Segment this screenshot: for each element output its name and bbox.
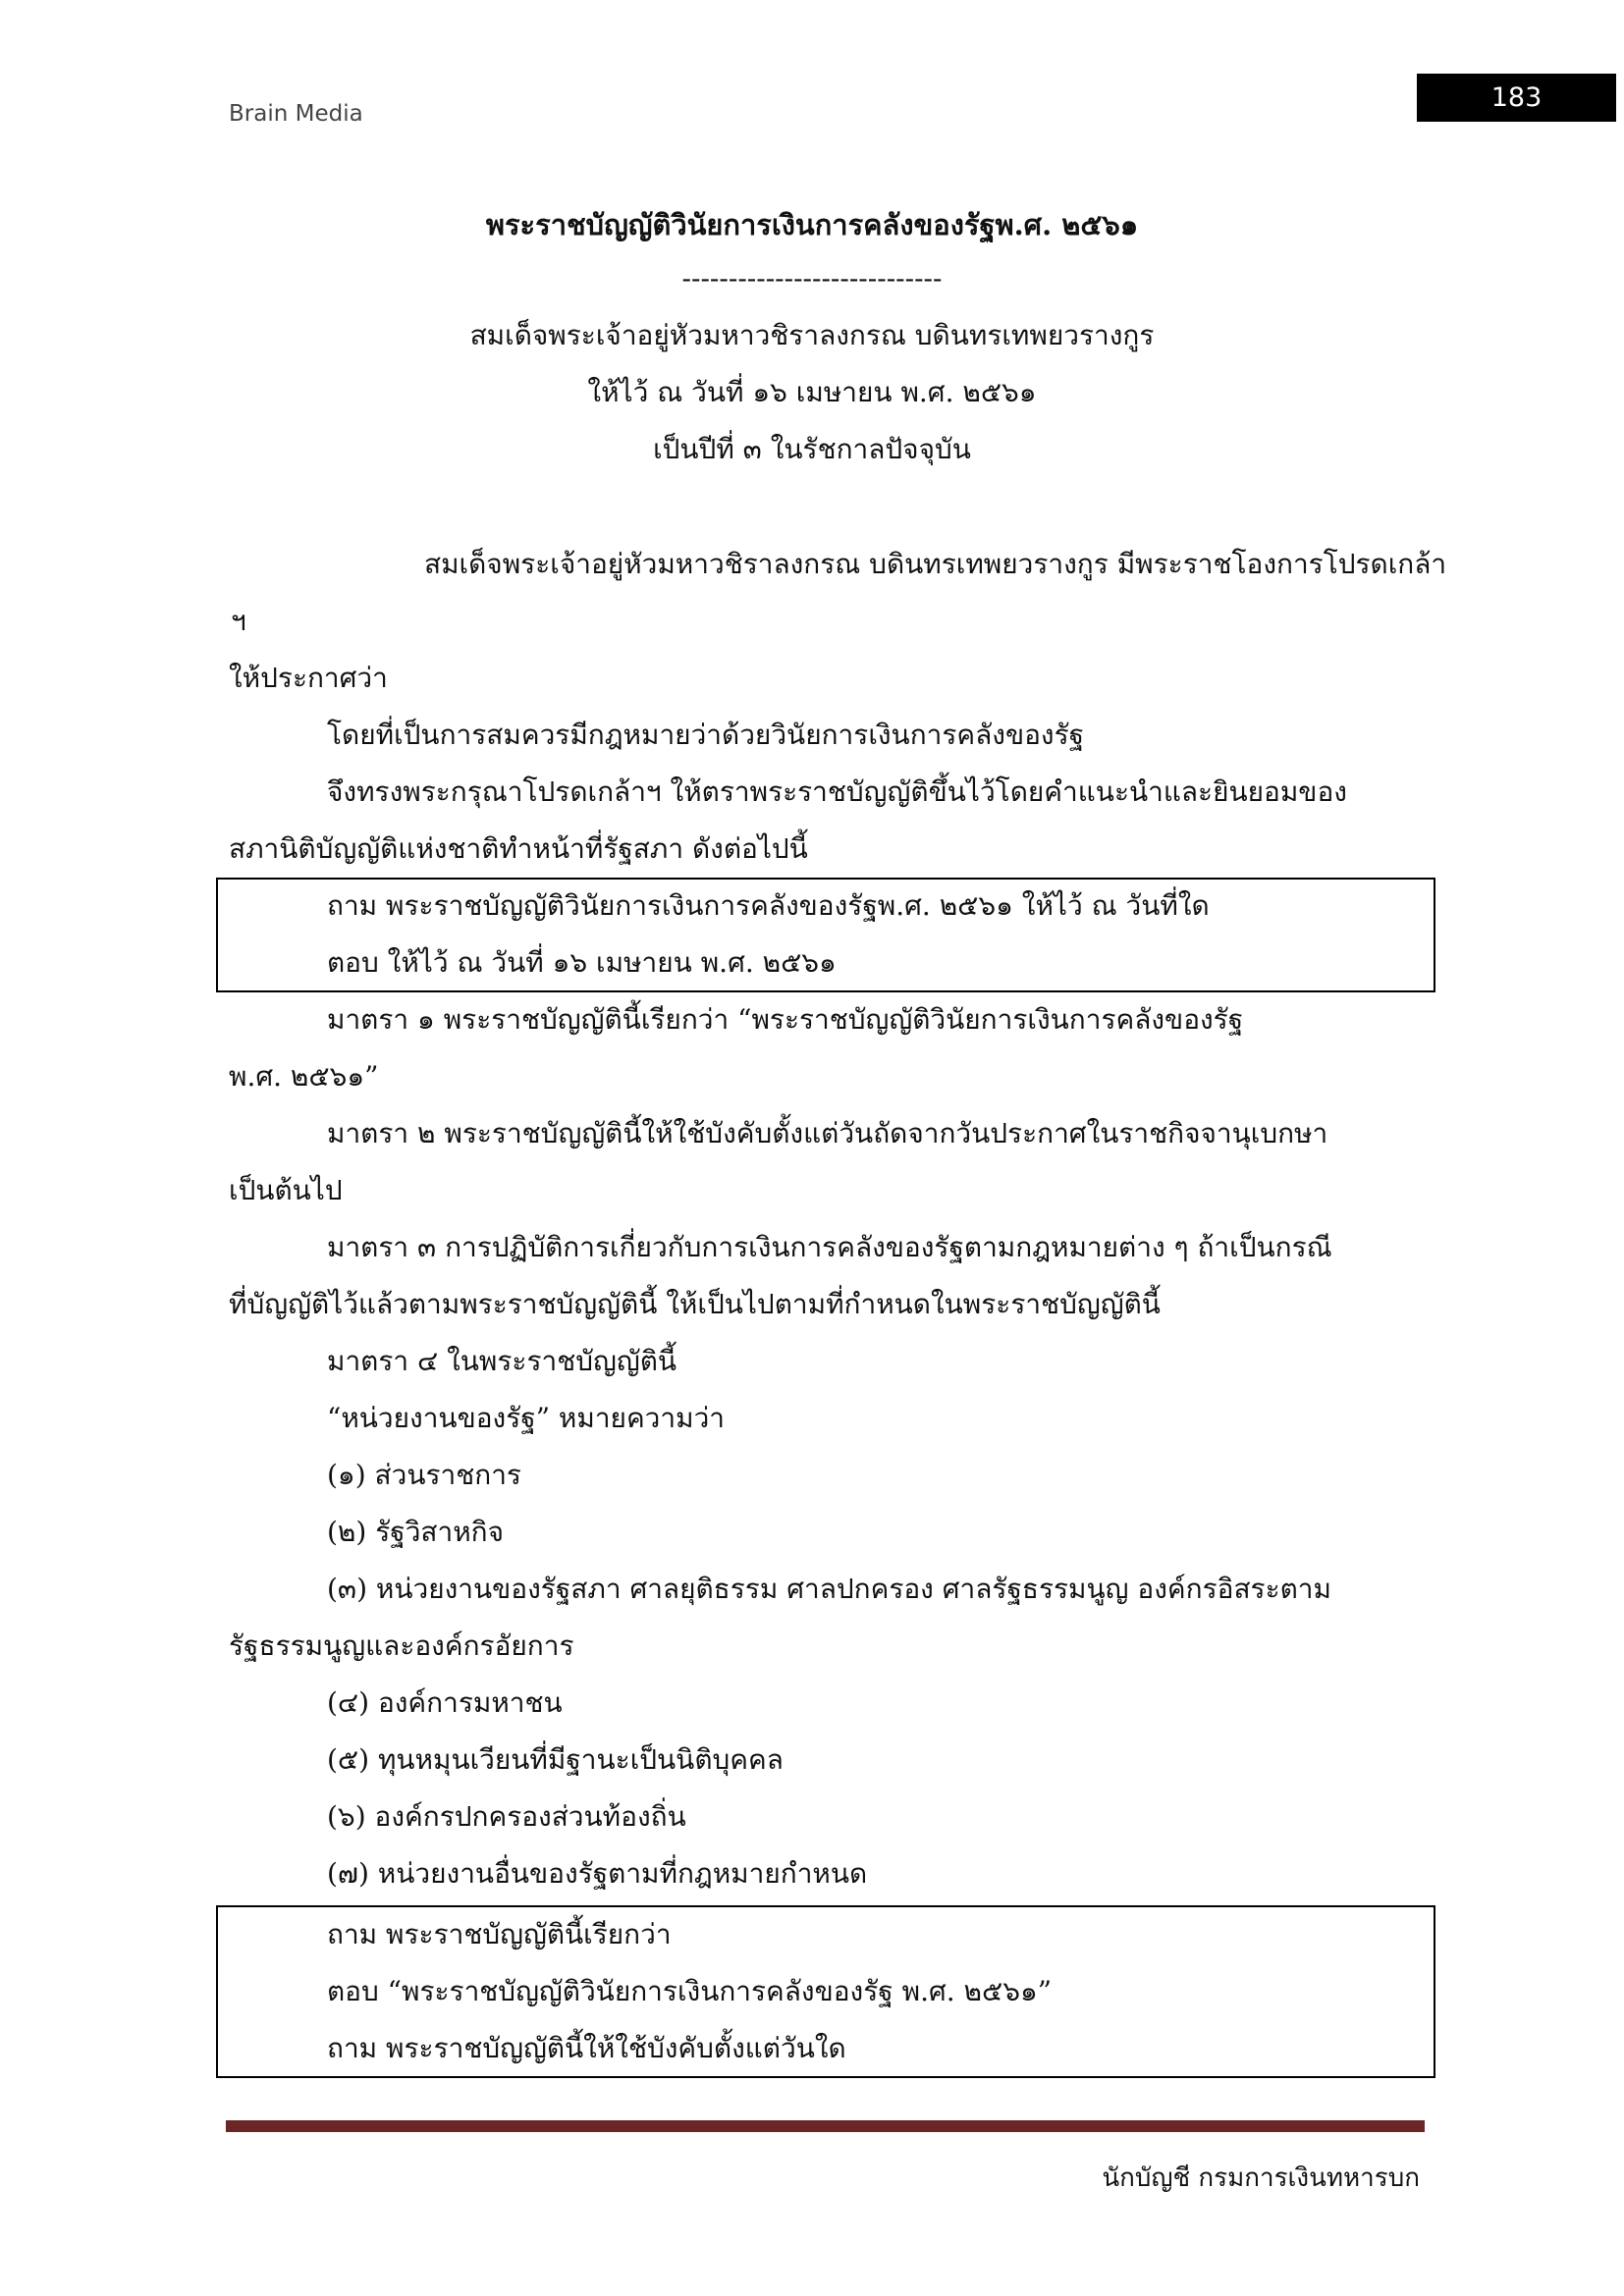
section-1: มาตรา ๑ พระราชบัญญัตินี้เรียกว่า “พระราชบัญญัติวินัยการเงินการคลังของรัฐ <box>327 1003 1244 1036</box>
list-item: (๓) หน่วยงานของรัฐสภา ศาลยุติธรรม ศาลปกครอง ศาลรัฐธรรมนูญ องค์กรอิสระตาม <box>327 1573 1331 1605</box>
answer-text: ตอบ “พระราชบัญญัติวินัยการเงินการคลังของรัฐ พ.ศ. ๒๕๖๑” <box>327 1975 1053 2007</box>
list-item: (๕) ทุนหมุนเวียนที่มีฐานะเป็นนิติบุคคล <box>327 1743 784 1776</box>
given-date: ให้ไว้ ณ วันที่ ๑๖ เมษายน พ.ศ. ๒๕๖๑ <box>587 376 1037 408</box>
definition-term: “หน่วยงานของรัฐ” หมายความว่า <box>327 1402 726 1434</box>
page-number-badge: 183 <box>1417 74 1616 122</box>
enacting-clause: จึงทรงพระกรุณาโปรดเกล้าฯ ให้ตราพระราชบัญญัติขึ้นไว้โดยคำแนะนำและยินยอมของ <box>327 775 1347 808</box>
section-2: เป็นต้นไป <box>229 1174 343 1206</box>
list-item: (๗) หน่วยงานอื่นของรัฐตามที่กฎหมายกำหนด <box>327 1857 868 1890</box>
enacting-clause: สภานิติบัญญัติแห่งชาติทำหน้าที่รัฐสภา ดังต่อไปนี้ <box>229 832 808 865</box>
whereas-clause: โดยที่เป็นการสมควรมีกฎหมายว่าด้วยวินัยการเงินการคลังของรัฐ <box>327 719 1085 751</box>
title-separator: ---------------------------- <box>681 262 943 294</box>
preamble-line: ให้ประกาศว่า <box>229 662 388 694</box>
publisher-label: Brain Media <box>229 101 363 127</box>
list-item: (๖) องค์กรปกครองส่วนท้องถิ่น <box>327 1800 686 1833</box>
list-item: (๒) รัฐวิสาหกิจ <box>327 1516 505 1548</box>
preamble-line: สมเด็จพระเจ้าอยู่หัวมหาวชิราลงกรณ บดินทรเทพยวรางกูร มีพระราชโองการโปรดเกล้า <box>424 548 1447 580</box>
preamble-line: ฯ <box>231 605 246 637</box>
list-item: (๔) องค์การมหาชน <box>327 1686 563 1719</box>
act-title: พระราชบัญญัติวินัยการเงินการคลังของรัฐพ.ศ. ๒๕๖๑ <box>485 208 1139 241</box>
section-3: ที่บัญญัติไว้แล้วตามพระราชบัญญัตินี้ ให้เป็นไปตามที่กำหนดในพระราชบัญญัตินี้ <box>229 1288 1161 1320</box>
footer-text: นักบัญชี กรมการเงินทหารบก <box>1102 2163 1420 2193</box>
list-item: (๑) ส่วนราชการ <box>327 1459 521 1491</box>
king-name: สมเด็จพระเจ้าอยู่หัวมหาวชิราลงกรณ บดินทรเทพยวรางกูร <box>469 319 1155 351</box>
footer-rule <box>226 2120 1425 2132</box>
section-1: พ.ศ. ๒๕๖๑” <box>229 1060 379 1093</box>
section-2: มาตรา ๒ พระราชบัญญัตินี้ให้ใช้บังคับตั้งแต่วันถัดจากวันประกาศในราชกิจจานุเบกษา <box>327 1117 1328 1149</box>
reign-year: เป็นปีที่ ๓ ในรัชกาลปัจจุบัน <box>653 433 971 465</box>
answer-text: ตอบ ให้ไว้ ณ วันที่ ๑๖ เมษายน พ.ศ. ๒๕๖๑ <box>327 946 837 979</box>
question-text: ถาม พระราชบัญญัติวินัยการเงินการคลังของรัฐพ.ศ. ๒๕๖๑ ให้ไว้ ณ วันที่ใด <box>327 889 1210 922</box>
list-item: รัฐธรรมนูญและองค์กรอัยการ <box>229 1629 574 1662</box>
section-4: มาตรา ๔ ในพระราชบัญญัตินี้ <box>327 1345 677 1377</box>
question-text: ถาม พระราชบัญญัตินี้ให้ใช้บังคับตั้งแต่วันใด <box>327 2032 846 2064</box>
section-3: มาตรา ๓ การปฏิบัติการเกี่ยวกับการเงินการคลังของรัฐตามกฎหมายต่าง ๆ ถ้าเป็นกรณี <box>327 1231 1332 1263</box>
question-text: ถาม พระราชบัญญัตินี้เรียกว่า <box>327 1918 672 1950</box>
